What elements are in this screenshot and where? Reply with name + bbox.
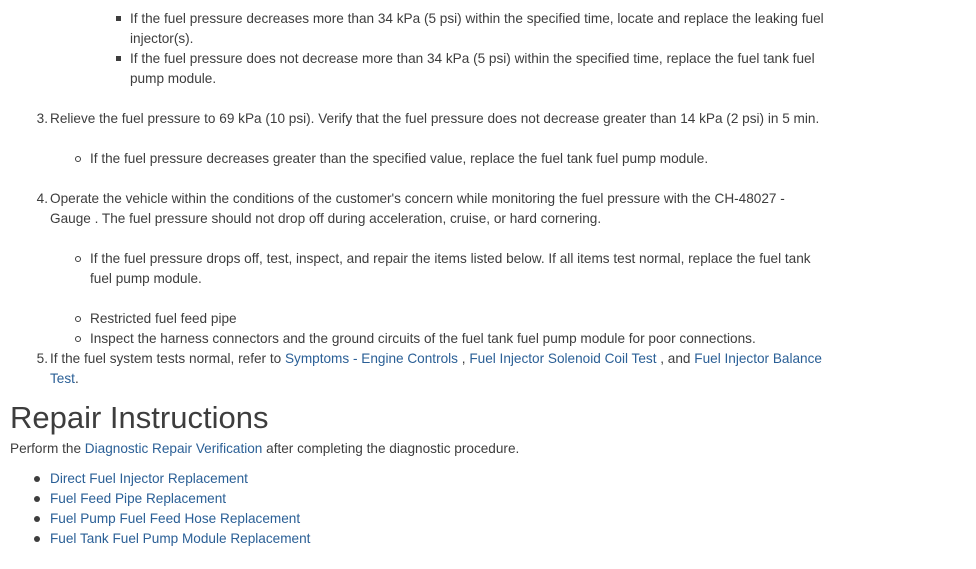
symptoms-engine-controls-link[interactable]: Symptoms - Engine Controls [284, 351, 458, 366]
fuel-feed-pipe-replacement-link[interactable]: Fuel Feed Pipe Replacement [50, 491, 227, 506]
fuel-injector-solenoid-coil-test-link[interactable]: Fuel Injector Solenoid Coil Test [469, 351, 657, 366]
separator-text: , [457, 351, 470, 366]
fuel-injector-balance-test-link[interactable]: Test [50, 371, 75, 386]
list-item [50, 489, 226, 509]
list-item [130, 49, 870, 89]
list-item: If the fuel pressure decreases greater than the specified value, replace the fuel tank fuel pump module. [90, 149, 870, 169]
fuel-injector-balance-test-link[interactable]: Fuel Injector Balance [694, 351, 822, 366]
section-heading: Repair Instructions [10, 400, 269, 435]
list-item-line: injector(s). [130, 31, 194, 46]
list-item [50, 509, 300, 529]
list-item [50, 469, 248, 489]
step-text: Gauge . The fuel pressure should not drop off during acceleration, cruise, or hard cornering. [50, 211, 602, 226]
list-item [90, 249, 870, 289]
separator-text: , and [656, 351, 695, 366]
step-text: Operate the vehicle within the conditions of the customer's concern while monitoring the fuel pressure with the CH-48027 - [50, 191, 785, 206]
list-item: Inspect the harness connectors and the ground circuits of the fuel tank fuel pump module for poor connections. [90, 329, 870, 349]
step-3 [36, 109, 866, 129]
list-item-line: If the fuel pressure drops off, test, inspect, and repair the items listed below. If all items test normal, replace the fuel tank [90, 251, 811, 266]
repair-paragraph [10, 439, 519, 459]
direct-fuel-injector-replacement-link[interactable]: Direct Fuel Injector Replacement [50, 471, 248, 486]
list-item-line: pump module. [130, 71, 217, 86]
step-number: 4. [36, 191, 48, 206]
step-number: 3. [36, 111, 48, 126]
fuel-pump-fuel-feed-hose-replacement-link[interactable]: Fuel Pump Fuel Feed Hose Replacement [50, 511, 301, 526]
list-item [130, 9, 870, 49]
step-5 [36, 349, 866, 389]
sub-bullet-list [130, 9, 870, 89]
fuel-tank-fuel-pump-module-replacement-link[interactable]: Fuel Tank Fuel Pump Module Replacement [50, 531, 311, 546]
step-4 [36, 189, 866, 229]
step-text: Relieve the fuel pressure to 69 kPa (10 psi). Verify that the fuel pressure does not decrease greater than 14 kPa (2 psi) in 5 min. [50, 111, 820, 126]
step-number: 5. [36, 351, 48, 366]
step-text: If the fuel system tests normal, refer to [50, 351, 285, 366]
list-item-line: fuel pump module. [90, 271, 202, 286]
paragraph-text: after completing the diagnostic procedure. [262, 441, 520, 456]
paragraph-text: Perform the [10, 441, 85, 456]
diagnostic-repair-verification-link[interactable]: Diagnostic Repair Verification [84, 441, 263, 456]
list-item-line: If the fuel pressure does not decrease more than 34 kPa (5 psi) within the specified time, replace the fuel tank fuel [130, 51, 815, 66]
list-item: Restricted fuel feed pipe [90, 309, 870, 329]
list-item [50, 529, 310, 549]
list-item-line: If the fuel pressure decreases more than 34 kPa (5 psi) within the specified time, locate and replace the leaking fuel [130, 11, 824, 26]
period-text: . [74, 371, 79, 386]
